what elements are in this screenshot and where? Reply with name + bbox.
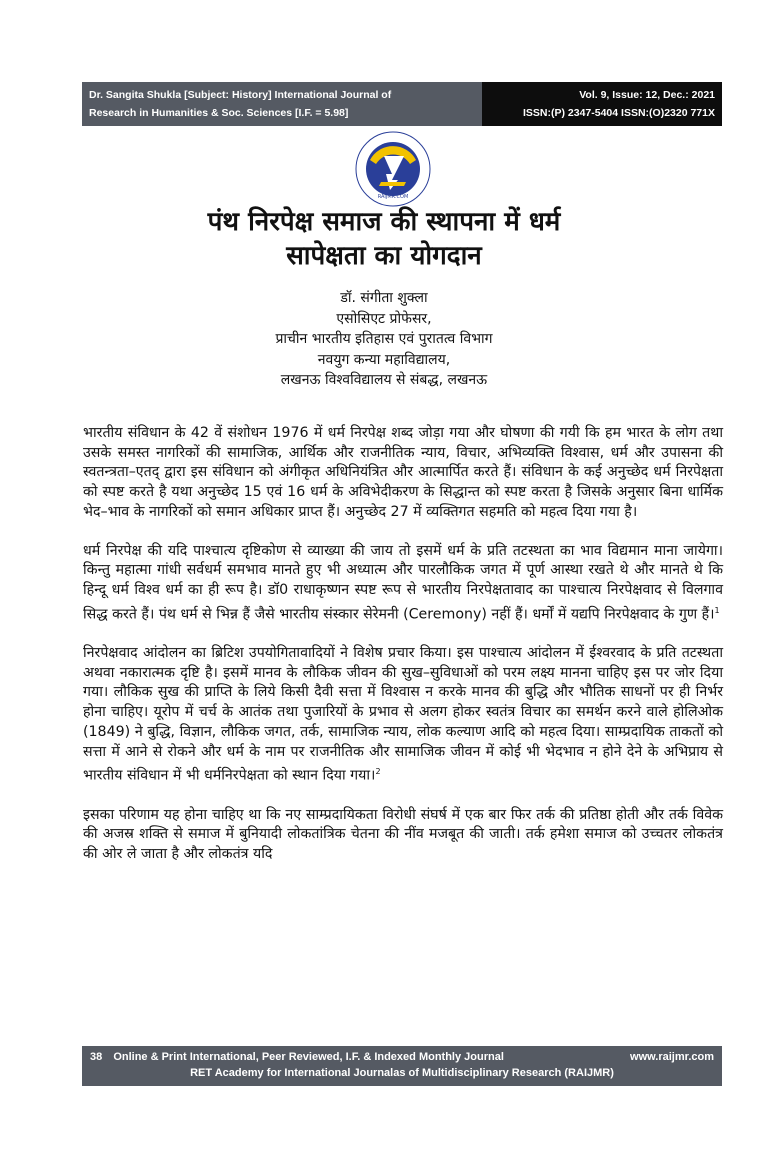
paragraph-text: इसका परिणाम यह होना चाहिए था कि नए साम्प्रदायिकता विरोधी संघर्ष में एक बार फिर तर्क की प्रतिष्ठा होती और तर्क विवेक की अजस्र शक्ति से समाज में बुनियादी लोकतांत्रिक चेतना की नींव मजबूत की जाती। तर्क हमेशा समाज को उच्चतर लोकतंत्र की ओर ले जाता है और लोकतंत्र यदि: [83, 806, 723, 863]
footnote-ref[interactable]: 2: [375, 767, 381, 777]
journal-header: [82, 82, 722, 126]
paragraph: [83, 542, 723, 626]
issue-info: [482, 82, 722, 126]
author-college: नवयुग कन्या महाविद्यालय,: [317, 351, 451, 368]
author-block: [180, 288, 588, 391]
title-line1: पंथ निरपेक्ष समाज की स्थापना में धर्म: [207, 207, 561, 237]
page-number: 38: [90, 1051, 103, 1063]
author-designation: एसोसिएट प्रोफेसर,: [336, 310, 432, 327]
author-affiliation: लखनऊ विश्वविद्यालय से संबद्ध, लखनऊ: [280, 372, 488, 388]
journal-info-line2: Research in Humanities & Soc. Sciences [I.F. = 5.98]: [89, 107, 349, 119]
title-line2: सापेक्षता का योगदान: [286, 241, 482, 271]
raijmr-logo: [354, 130, 432, 208]
paragraph: [83, 806, 723, 865]
paragraph-text: निरपेक्षवाद आंदोलन का ब्रिटिश उपयोगितावादियों ने विशेष प्रचार किया। इस पाश्चात्य आंदोलन में ईश्वरवाद के प्रति तटस्थता अथवा नकारात्मक दृष्टि है। इसमें मानव के लौकिक जीवन की सुख–सुविधाओं को परम लक्ष्य मानना चाहिए इस पर जोर दिया गया। लौकिक सुख की प्राप्ति के लिये किसी दैवी सत्ता में विश्वास न करके मानव की बुद्धि और भौतिक साधनों पर ही निर्भर होना चाहिए। यूरोप में चर्च के आतंक तथा पुजारियों के प्रभाव से अलग होकर स्वतंत्र विचार का समर्थन करने वाले होलिओक (1849) ने बुद्धि, विज्ञान, लौकिक जगत, तर्क, सामाजिक न्याय, लोक कल्याण आदि को महत्व दिया। साम्प्रदायिक ताकतों को सत्ता में आने से रोकने और धर्म के नाम पर राजनीतिक और सामाजिक जीवन में कोई भी भेदभाव न होने देने के अभिप्राय से भारतीय संविधान में भी धर्मनिरपेक्षता को स्थान दिया गया।: [83, 645, 723, 785]
paragraph: [83, 644, 723, 787]
footnote-ref[interactable]: 1: [714, 605, 720, 615]
publisher-name: RET Academy for International Journalas of Multidisciplinary Research (RAIJMR): [190, 1067, 614, 1079]
author-department: प्राचीन भारतीय इतिहास एवं पुरातत्व विभाग: [275, 331, 493, 347]
paragraph: [83, 424, 723, 523]
logo-text: RAIJMR.COM: [377, 194, 409, 200]
paper-title: [90, 205, 678, 273]
journal-info-line1: Dr. Sangita Shukla [Subject: History] International Journal of: [89, 89, 392, 101]
website-link[interactable]: www.raijmr.com: [630, 1051, 714, 1063]
paragraph-text: भारतीय संविधान के 42 वें संशोधन 1976 में धर्म निरपेक्ष शब्द जोड़ा गया और घोषणा की गयी कि हम भारत के लोग तथा उसके समस्त नागरिकों की सामाजिक, आर्थिक और राजनीतिक न्याय, विचार, अभिव्यक्ति विश्वास, धर्म और उपासना की स्वतन्त्रता–एतद् द्वारा इस संविधान को अंगीकृत अधिनियंत्रित और आत्मार्पित करते हैं। संविधान के कई अनुच्छेद धर्म निरपेक्षता को स्पष्ट करते है यथा अनुच्छेद 15 एवं 16 धर्म के अविभेदीकरण के सिद्धान्त को स्पष्ट करता है जिसके अनुसार बिना धार्मिक भेद–भाव के नागरिकों को समान अधिकार प्राप्त हैं। अनुच्छेद 27 में व्यक्तिगत सहमति को महत्व दिया गया है।: [83, 425, 723, 520]
issn: ISSN:(P) 2347-5404 ISSN:(O)2320 771X: [522, 107, 715, 119]
paragraph-text: धर्म निरपेक्ष की यदि पाश्चात्य दृष्टिकोण से व्याख्या की जाय तो इसमें धर्म के प्रति तटस्थता का भाव विद्यमान माना जायेगा। किन्तु महात्मा गांधी सर्वधर्म समभाव मानते हुए भी अध्यात्म और पारलौकिक जगत में पूर्ण आस्था रखते थे और मानते थे कि हिन्दू धर्म विश्व धर्म का ही रूप है। डॉ0 राधाकृष्णन स्पष्ट रूप से भारतीय निरपेक्षतावाद का पाश्चात्य निरपेक्षवाद से विलगाव सिद्ध करते हैं। पंथ धर्म से भिन्न हैं जैसे भारतीय संस्कार सेरेमनी (Ceremony) नहीं हैं। धर्मों में यद्यपि निरपेक्षवाद के गुण हैं।: [83, 542, 723, 623]
volume-issue: Vol. 9, Issue: 12, Dec.: 2021: [579, 89, 715, 101]
footer-description: Online & Print International, Peer Reviewed, I.F. & Indexed Monthly Journal: [113, 1051, 504, 1063]
article-body: [83, 424, 723, 884]
journal-footer: [82, 1046, 722, 1086]
journal-info: [82, 82, 482, 126]
author-name: डॉ. संगीता शुक्ला: [340, 290, 428, 306]
